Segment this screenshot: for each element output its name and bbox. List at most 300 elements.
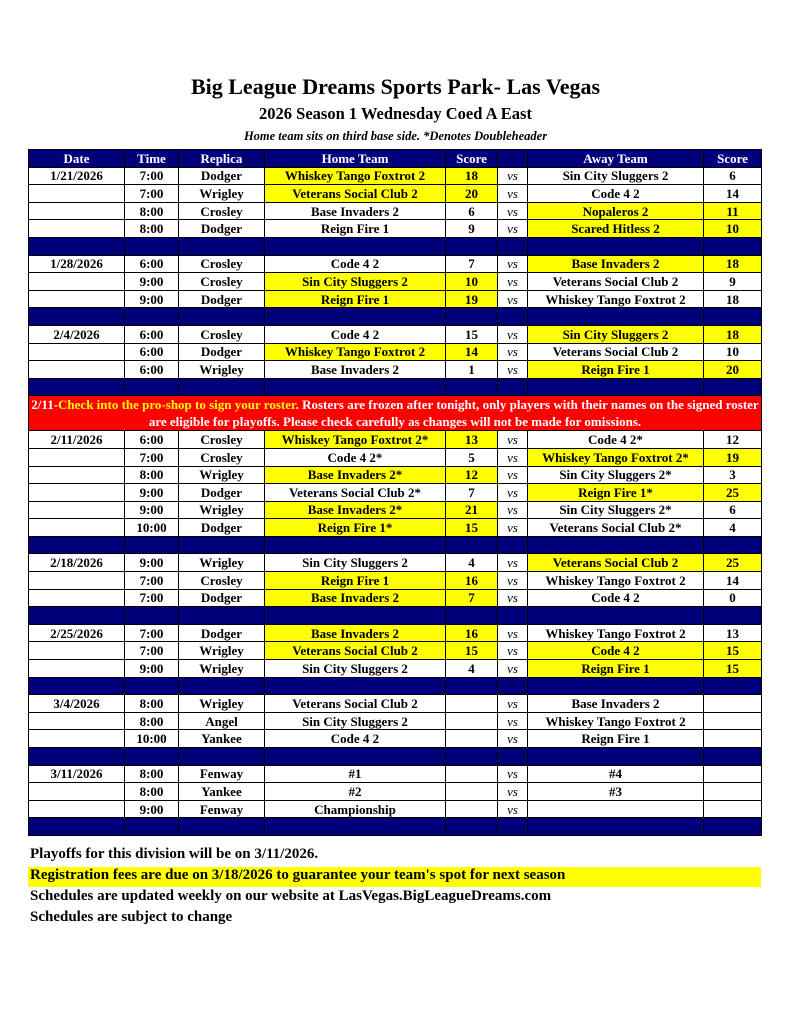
home-score: 16: [446, 572, 498, 590]
game-date: 2/18/2026: [29, 554, 125, 572]
home-team: Code 4 2: [265, 730, 446, 748]
col-away-score: Score: [704, 150, 762, 168]
home-team: Code 4 2: [265, 255, 446, 273]
away-team: Veterans Social Club 2: [528, 273, 704, 291]
away-team: Code 4 2*: [528, 431, 704, 449]
away-score: 25: [704, 484, 762, 502]
vs-label: vs: [498, 255, 528, 273]
game-time: 8:00: [125, 695, 179, 713]
vs-label: vs: [498, 273, 528, 291]
field-replica: Dodger: [179, 624, 265, 642]
away-score: 18: [704, 325, 762, 343]
game-date: 3/4/2026: [29, 695, 125, 713]
spacer-row: [29, 536, 762, 554]
spacer-cell: [704, 308, 762, 326]
home-score: 7: [446, 255, 498, 273]
roster-banner: [29, 396, 762, 431]
page-title: Big League Dreams Sports Park- Las Vegas: [190, 74, 601, 99]
vs-label: vs: [498, 484, 528, 502]
spacer-cell: [265, 536, 446, 554]
game-date: 2/25/2026: [29, 624, 125, 642]
spacer-cell: [125, 748, 179, 766]
vs-label: vs: [498, 361, 528, 379]
spacer-row: [29, 748, 762, 766]
footer-website: Schedules are updated weekly on our website at LasVegas.BigLeagueDreams.com: [30, 888, 552, 904]
spacer-row: [29, 237, 762, 255]
home-score: 16: [446, 624, 498, 642]
game-time: 8:00: [125, 712, 179, 730]
game-time: 8:00: [125, 466, 179, 484]
vs-label: vs: [498, 554, 528, 572]
game-date: 1/28/2026: [29, 255, 125, 273]
away-score: [704, 800, 762, 818]
home-score: 14: [446, 343, 498, 361]
away-team: Code 4 2: [528, 185, 704, 203]
spacer-cell: [29, 818, 125, 836]
field-replica: Crosley: [179, 448, 265, 466]
game-date: 2/11/2026: [29, 431, 125, 449]
spacer-cell: [498, 677, 528, 695]
spacer-cell: [528, 237, 704, 255]
spacer-cell: [498, 237, 528, 255]
game-row: [29, 202, 762, 220]
home-score: 18: [446, 167, 498, 185]
col-date: Date: [29, 150, 125, 168]
away-score: [704, 730, 762, 748]
footer-registration: Registration fees are due on 3/18/2026 to guarantee your team's spot for next season: [28, 867, 761, 887]
home-team: Reign Fire 1*: [265, 519, 446, 537]
home-score: 5: [446, 448, 498, 466]
spacer-cell: [498, 607, 528, 625]
game-date: [29, 466, 125, 484]
game-time: 8:00: [125, 765, 179, 783]
field-replica: Dodger: [179, 290, 265, 308]
away-team: Whiskey Tango Foxtrot 2: [528, 572, 704, 590]
spacer-cell: [179, 677, 265, 695]
vs-label: vs: [498, 730, 528, 748]
spacer-cell: [29, 308, 125, 326]
spacer-cell: [179, 237, 265, 255]
game-row: [29, 589, 762, 607]
home-score: 10: [446, 273, 498, 291]
game-row: [29, 730, 762, 748]
spacer-row: [29, 607, 762, 625]
home-score: [446, 730, 498, 748]
spacer-cell: [704, 237, 762, 255]
field-replica: Crosley: [179, 255, 265, 273]
game-time: 9:00: [125, 554, 179, 572]
spacer-cell: [125, 607, 179, 625]
home-team: Veterans Social Club 2: [265, 695, 446, 713]
game-row: [29, 343, 762, 361]
game-row: [29, 554, 762, 572]
home-team: Code 4 2*: [265, 448, 446, 466]
home-score: 6: [446, 202, 498, 220]
col-away-team: Away Team: [528, 150, 704, 168]
game-row: [29, 290, 762, 308]
game-date: [29, 660, 125, 678]
away-team: Sin City Sluggers 2: [528, 167, 704, 185]
away-score: 20: [704, 361, 762, 379]
game-time: 9:00: [125, 660, 179, 678]
away-team: Code 4 2: [528, 642, 704, 660]
home-score: 19: [446, 290, 498, 308]
spacer-cell: [446, 378, 498, 396]
away-score: 19: [704, 448, 762, 466]
away-team: Veterans Social Club 2: [528, 343, 704, 361]
field-replica: Fenway: [179, 765, 265, 783]
game-date: [29, 361, 125, 379]
game-date: [29, 220, 125, 238]
roster-banner-row: [29, 396, 762, 431]
game-row: [29, 484, 762, 502]
field-replica: Dodger: [179, 484, 265, 502]
game-time: 6:00: [125, 431, 179, 449]
game-time: 8:00: [125, 783, 179, 801]
field-replica: Fenway: [179, 800, 265, 818]
spacer-cell: [179, 378, 265, 396]
game-date: 1/21/2026: [29, 167, 125, 185]
away-score: 15: [704, 660, 762, 678]
game-row: [29, 255, 762, 273]
spacer-cell: [704, 536, 762, 554]
away-team: Reign Fire 1*: [528, 484, 704, 502]
vs-label: vs: [498, 431, 528, 449]
spacer-cell: [265, 308, 446, 326]
home-team: Veterans Social Club 2*: [265, 484, 446, 502]
game-date: [29, 202, 125, 220]
spacer-cell: [446, 748, 498, 766]
spacer-cell: [125, 308, 179, 326]
away-score: 3: [704, 466, 762, 484]
spacer-cell: [704, 818, 762, 836]
game-row: [29, 501, 762, 519]
spacer-cell: [265, 677, 446, 695]
away-team: #4: [528, 765, 704, 783]
away-team: Sin City Sluggers 2: [528, 325, 704, 343]
game-row: [29, 167, 762, 185]
vs-label: vs: [498, 466, 528, 484]
vs-label: vs: [498, 501, 528, 519]
away-score: 6: [704, 501, 762, 519]
col-home-score: Score: [446, 150, 498, 168]
home-score: 7: [446, 589, 498, 607]
spacer-cell: [446, 308, 498, 326]
spacer-cell: [446, 237, 498, 255]
game-time: 6:00: [125, 343, 179, 361]
spacer-cell: [704, 748, 762, 766]
game-row: [29, 624, 762, 642]
spacer-cell: [528, 378, 704, 396]
game-time: 7:00: [125, 167, 179, 185]
game-row: [29, 273, 762, 291]
game-date: [29, 448, 125, 466]
game-date: [29, 730, 125, 748]
home-team: Base Invaders 2: [265, 624, 446, 642]
away-team: Sin City Sluggers 2*: [528, 501, 704, 519]
field-replica: Wrigley: [179, 642, 265, 660]
field-replica: Crosley: [179, 325, 265, 343]
game-time: 7:00: [125, 642, 179, 660]
vs-label: vs: [498, 572, 528, 590]
game-time: 6:00: [125, 325, 179, 343]
spacer-cell: [29, 748, 125, 766]
col-vs: [498, 150, 528, 168]
game-time: 7:00: [125, 448, 179, 466]
game-row: [29, 572, 762, 590]
spacer-cell: [265, 607, 446, 625]
home-score: [446, 765, 498, 783]
away-score: [704, 783, 762, 801]
field-replica: Dodger: [179, 519, 265, 537]
spacer-cell: [265, 818, 446, 836]
spacer-cell: [528, 308, 704, 326]
spacer-cell: [179, 536, 265, 554]
game-row: [29, 642, 762, 660]
game-time: 7:00: [125, 185, 179, 203]
spacer-cell: [125, 677, 179, 695]
vs-label: vs: [498, 589, 528, 607]
game-time: 6:00: [125, 255, 179, 273]
home-team: Base Invaders 2*: [265, 501, 446, 519]
game-time: 7:00: [125, 624, 179, 642]
away-score: 10: [704, 220, 762, 238]
away-score: 10: [704, 343, 762, 361]
home-team: #2: [265, 783, 446, 801]
col-replica: Replica: [179, 150, 265, 168]
field-replica: Crosley: [179, 273, 265, 291]
away-score: 25: [704, 554, 762, 572]
field-replica: Crosley: [179, 202, 265, 220]
vs-label: vs: [498, 660, 528, 678]
home-score: 1: [446, 361, 498, 379]
spacer-cell: [29, 607, 125, 625]
home-team: Reign Fire 1: [265, 572, 446, 590]
field-replica: Dodger: [179, 589, 265, 607]
away-score: 18: [704, 290, 762, 308]
spacer-cell: [528, 536, 704, 554]
away-score: 18: [704, 255, 762, 273]
field-replica: Wrigley: [179, 501, 265, 519]
away-team: Scared Hitless 2: [528, 220, 704, 238]
game-time: 10:00: [125, 519, 179, 537]
spacer-row: [29, 677, 762, 695]
away-team: Base Invaders 2: [528, 255, 704, 273]
schedule-note: Home team sits on third base side. *Denotes Doubleheader: [243, 129, 548, 143]
banner-highlight: Check into the pro-shop to sign your roster: [58, 397, 296, 413]
away-score: 11: [704, 202, 762, 220]
vs-label: vs: [498, 783, 528, 801]
spacer-cell: [704, 607, 762, 625]
spacer-cell: [265, 748, 446, 766]
game-date: [29, 484, 125, 502]
home-score: 7: [446, 484, 498, 502]
home-team: Sin City Sluggers 2: [265, 273, 446, 291]
spacer-cell: [446, 677, 498, 695]
game-row: [29, 361, 762, 379]
game-date: [29, 519, 125, 537]
home-score: [446, 695, 498, 713]
spacer-cell: [29, 536, 125, 554]
away-score: 15: [704, 642, 762, 660]
home-score: [446, 783, 498, 801]
home-team: Code 4 2: [265, 325, 446, 343]
spacer-cell: [498, 378, 528, 396]
game-date: 2/4/2026: [29, 325, 125, 343]
spacer-cell: [125, 536, 179, 554]
away-team: Code 4 2: [528, 589, 704, 607]
spacer-cell: [179, 748, 265, 766]
field-replica: Crosley: [179, 431, 265, 449]
home-team: Championship: [265, 800, 446, 818]
game-time: 9:00: [125, 800, 179, 818]
vs-label: vs: [498, 202, 528, 220]
game-time: 7:00: [125, 589, 179, 607]
spacer-cell: [498, 818, 528, 836]
spacer-cell: [528, 748, 704, 766]
home-score: 15: [446, 519, 498, 537]
home-score: 15: [446, 642, 498, 660]
home-score: [446, 800, 498, 818]
vs-label: vs: [498, 712, 528, 730]
away-score: 13: [704, 624, 762, 642]
game-date: [29, 185, 125, 203]
away-score: 4: [704, 519, 762, 537]
away-score: 0: [704, 589, 762, 607]
field-replica: Wrigley: [179, 554, 265, 572]
spacer-cell: [528, 818, 704, 836]
footer-disclaimer: Schedules are subject to change: [30, 909, 233, 925]
away-team: Reign Fire 1: [528, 660, 704, 678]
game-date: [29, 572, 125, 590]
game-date: [29, 783, 125, 801]
spacer-cell: [528, 677, 704, 695]
vs-label: vs: [498, 325, 528, 343]
game-row: [29, 466, 762, 484]
away-team: Veterans Social Club 2*: [528, 519, 704, 537]
away-score: [704, 765, 762, 783]
away-team: Reign Fire 1: [528, 730, 704, 748]
home-team: Base Invaders 2*: [265, 466, 446, 484]
home-score: 9: [446, 220, 498, 238]
away-team: Reign Fire 1: [528, 361, 704, 379]
spacer-cell: [446, 818, 498, 836]
game-time: 8:00: [125, 202, 179, 220]
spacer-cell: [179, 607, 265, 625]
field-replica: Wrigley: [179, 695, 265, 713]
home-team: Sin City Sluggers 2: [265, 554, 446, 572]
spacer-cell: [446, 536, 498, 554]
spacer-cell: [704, 378, 762, 396]
home-team: Whiskey Tango Foxtrot 2*: [265, 431, 446, 449]
game-time: 9:00: [125, 501, 179, 519]
schedule-table: [28, 149, 762, 836]
game-time: 7:00: [125, 572, 179, 590]
vs-label: vs: [498, 167, 528, 185]
game-time: 6:00: [125, 361, 179, 379]
home-score: 4: [446, 660, 498, 678]
away-team: Veterans Social Club 2: [528, 554, 704, 572]
home-score: 12: [446, 466, 498, 484]
game-date: [29, 290, 125, 308]
game-date: 3/11/2026: [29, 765, 125, 783]
away-team: Whiskey Tango Foxtrot 2*: [528, 448, 704, 466]
away-team: Base Invaders 2: [528, 695, 704, 713]
field-replica: Wrigley: [179, 361, 265, 379]
home-team: Base Invaders 2: [265, 589, 446, 607]
game-row: [29, 712, 762, 730]
spacer-cell: [528, 607, 704, 625]
home-team: Veterans Social Club 2: [265, 642, 446, 660]
away-score: [704, 695, 762, 713]
spacer-cell: [498, 308, 528, 326]
game-row: [29, 765, 762, 783]
vs-label: vs: [498, 800, 528, 818]
field-replica: Dodger: [179, 220, 265, 238]
game-row: [29, 220, 762, 238]
spacer-row: [29, 378, 762, 396]
game-date: [29, 800, 125, 818]
game-row: [29, 185, 762, 203]
away-score: 6: [704, 167, 762, 185]
game-date: [29, 343, 125, 361]
vs-label: vs: [498, 448, 528, 466]
spacer-row: [29, 308, 762, 326]
spacer-cell: [446, 607, 498, 625]
home-score: 21: [446, 501, 498, 519]
game-time: 10:00: [125, 730, 179, 748]
spacer-cell: [125, 378, 179, 396]
home-team: Veterans Social Club 2: [265, 185, 446, 203]
vs-label: vs: [498, 220, 528, 238]
vs-label: vs: [498, 642, 528, 660]
field-replica: Angel: [179, 712, 265, 730]
vs-label: vs: [498, 695, 528, 713]
away-score: [704, 712, 762, 730]
spacer-cell: [29, 237, 125, 255]
spacer-cell: [125, 237, 179, 255]
vs-label: vs: [498, 343, 528, 361]
away-score: 14: [704, 572, 762, 590]
away-score: 9: [704, 273, 762, 291]
vs-label: vs: [498, 624, 528, 642]
vs-label: vs: [498, 765, 528, 783]
vs-label: vs: [498, 290, 528, 308]
game-row: [29, 519, 762, 537]
spacer-cell: [498, 536, 528, 554]
field-replica: Crosley: [179, 572, 265, 590]
footer-playoffs: Playoffs for this division will be on 3/11/2026.: [30, 846, 319, 862]
game-time: 9:00: [125, 290, 179, 308]
spacer-cell: [125, 818, 179, 836]
spacer-cell: [179, 818, 265, 836]
away-score: 14: [704, 185, 762, 203]
home-score: 20: [446, 185, 498, 203]
game-date: [29, 589, 125, 607]
game-date: [29, 712, 125, 730]
home-team: Whiskey Tango Foxtrot 2: [265, 343, 446, 361]
away-team: Whiskey Tango Foxtrot 2: [528, 624, 704, 642]
away-team: [528, 800, 704, 818]
game-time: 9:00: [125, 484, 179, 502]
spacer-cell: [704, 677, 762, 695]
home-team: Base Invaders 2: [265, 202, 446, 220]
away-team: Sin City Sluggers 2*: [528, 466, 704, 484]
spacer-cell: [265, 378, 446, 396]
field-replica: Yankee: [179, 783, 265, 801]
away-score: 12: [704, 431, 762, 449]
field-replica: Wrigley: [179, 660, 265, 678]
